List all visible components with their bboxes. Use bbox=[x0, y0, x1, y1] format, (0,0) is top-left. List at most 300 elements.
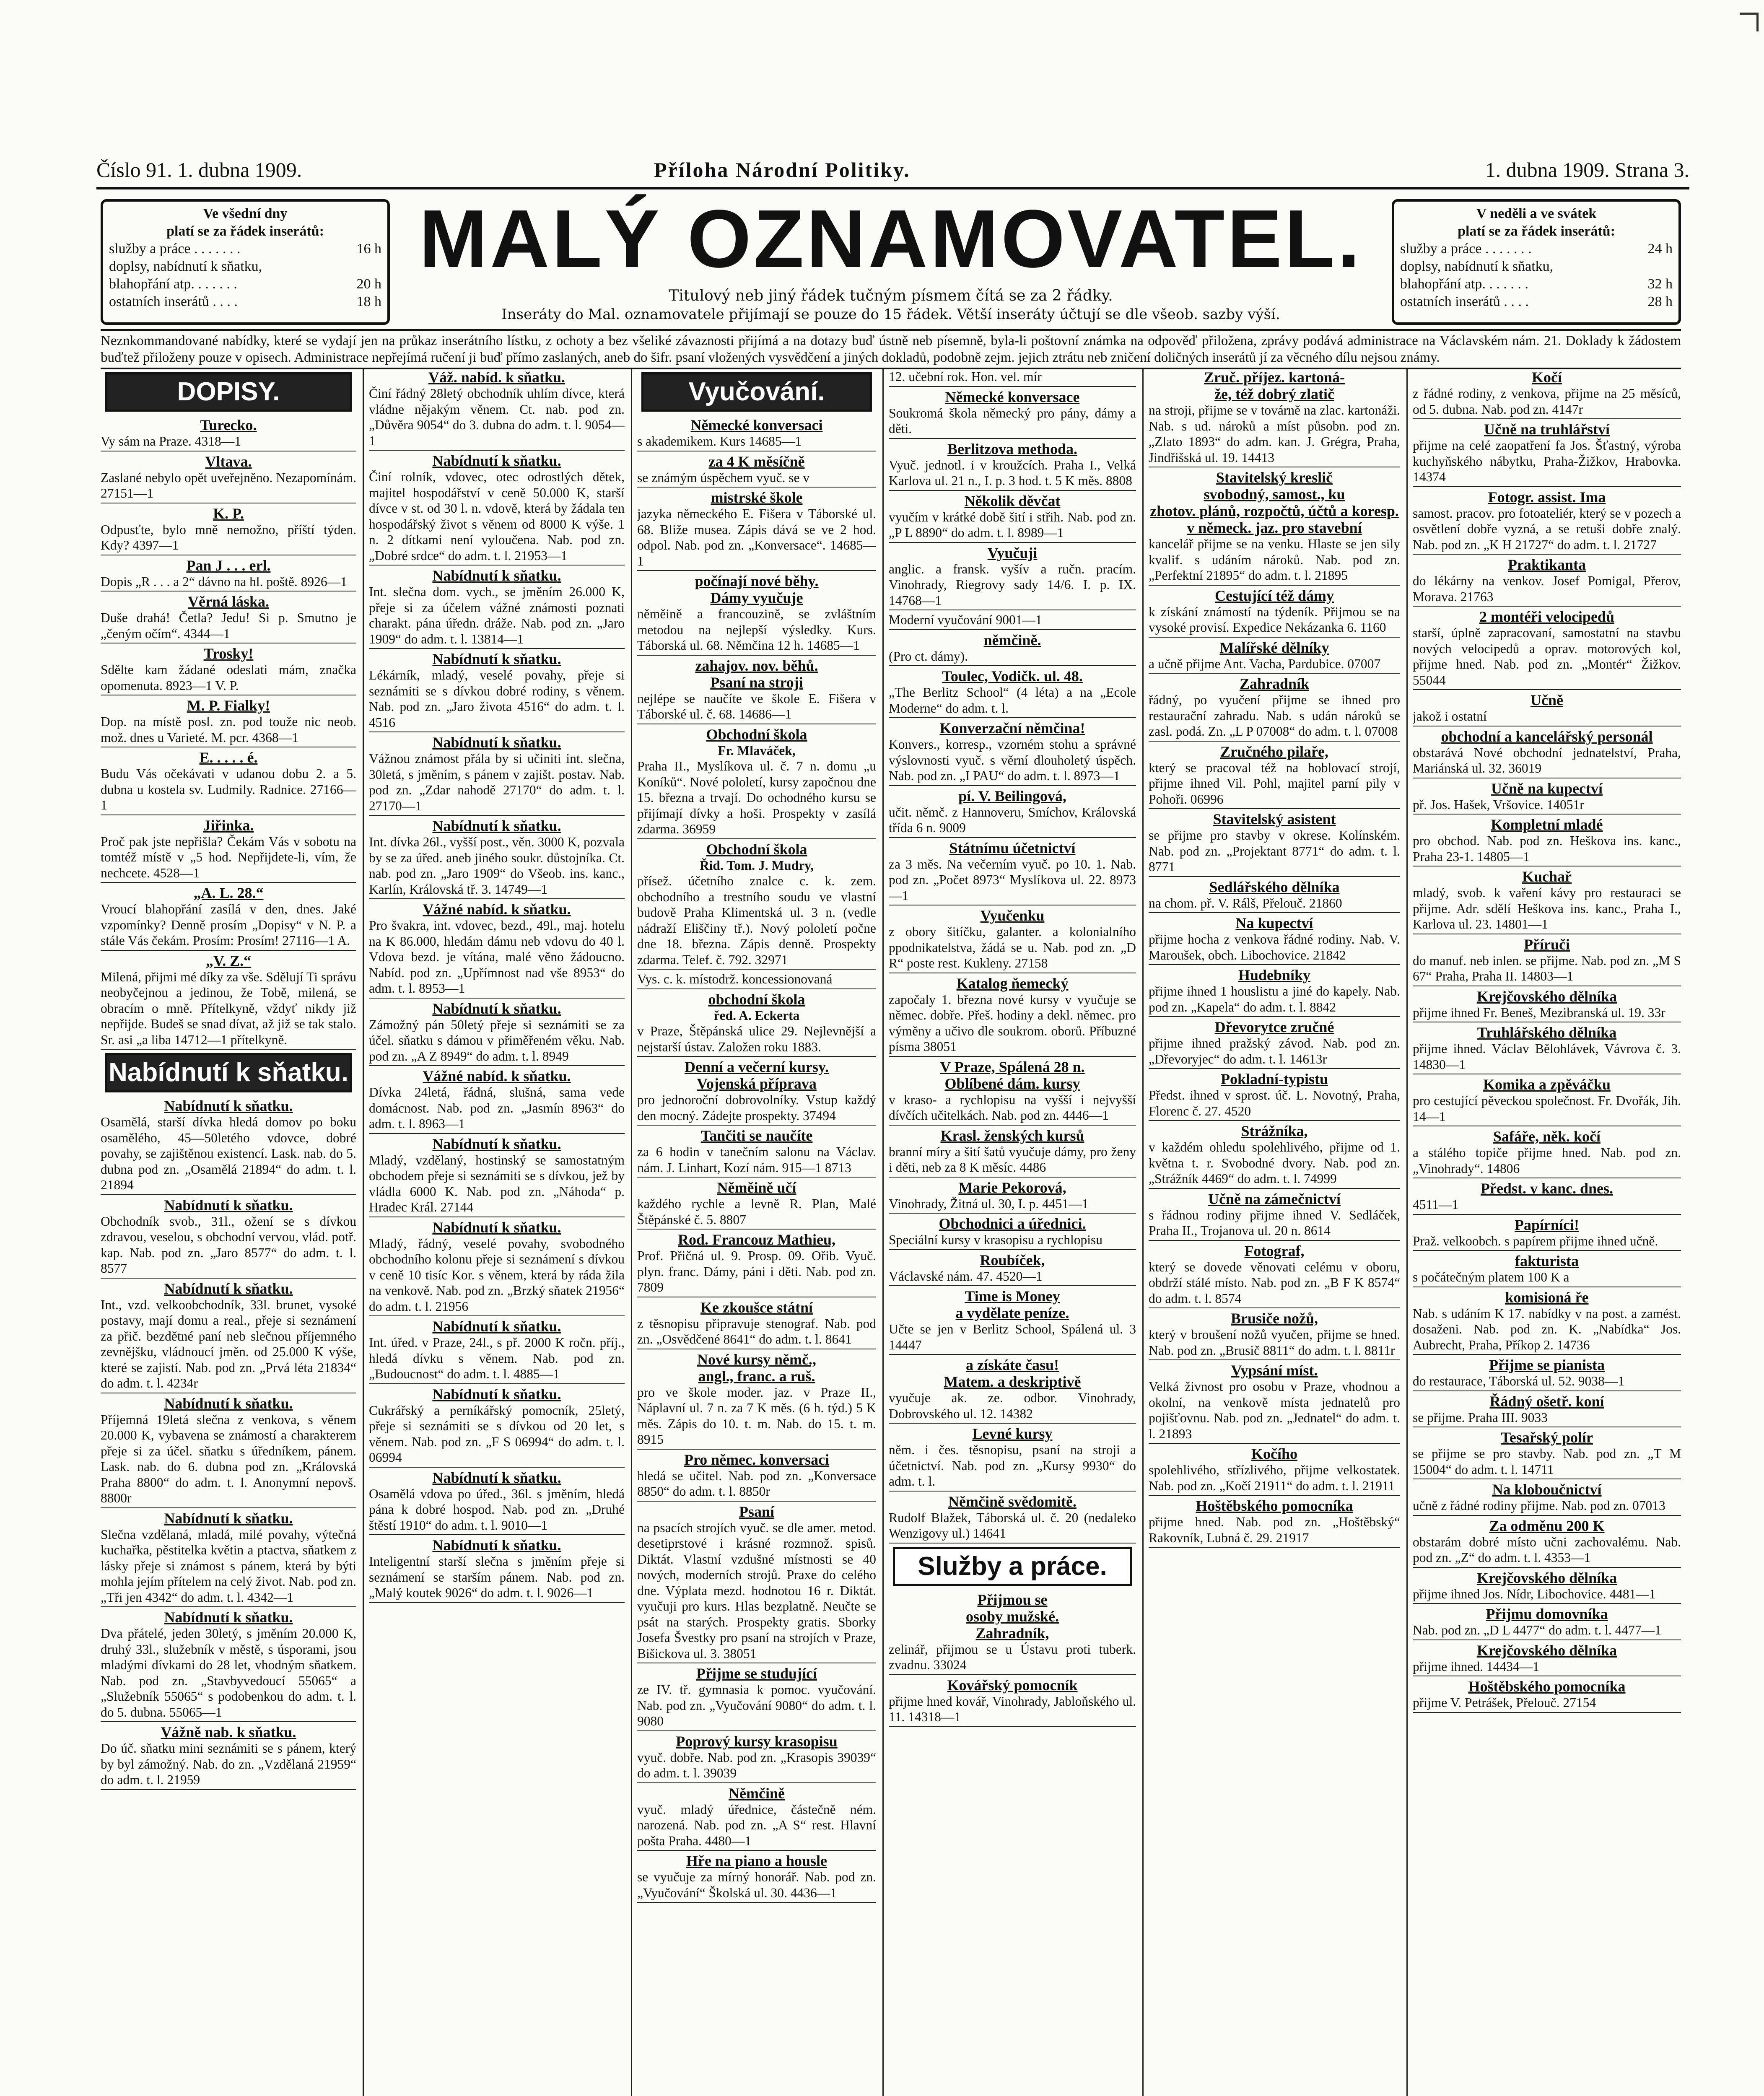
ad-headline: Levné kursy bbox=[972, 1425, 1053, 1442]
ad-text: obstarám dobré místo učni zachovalému. Nab. pod zn. „Z“ do adm. t. l. 4353—1 bbox=[1413, 1534, 1681, 1568]
ad-headline: Poprový kursy krasopisu bbox=[676, 1733, 838, 1750]
ad-headline: zahajov. nov. běhů. bbox=[695, 657, 818, 674]
ad-text: započaly 1. března nové kursy v vyučuje se němec. dobře. Přeš. hodiny a dekl. němec. pro výměny a učivo dle soukrom. oborů. Příbuzné písma 38051 bbox=[889, 992, 1136, 1057]
ad-headline: Přijme se studující bbox=[696, 1665, 817, 1682]
ad-text: k získání známostí na týdeník. Přijmou se na vysoké provisí. Expedice Nekázanka 6. 1160 bbox=[1149, 604, 1400, 638]
ad-headline: Nabídnutí k sňatku. bbox=[432, 452, 561, 469]
ad-headline: zhotov. plánů, rozpočtů, účtů a koresp. v německ. jaz. pro stavební bbox=[1150, 503, 1399, 536]
ad-text: každého rychle a levně R. Plan, Malé Štěpánské č. 5. 8807 bbox=[637, 1196, 876, 1230]
ad-text: přijme na celé zaopatření fa Jos. Šťastný, výroba kuchyňského nábytku, Praha-Žižkov, Hrabovka. 14374 bbox=[1413, 438, 1681, 487]
ad-text: přijme ihned Fr. Beneš, Mezibranská ul. 19. 33r bbox=[1413, 1005, 1681, 1023]
ad-text: Dop. na místě posl. zn. pod touže nic neob. mož. dnes u Varieté. M. pcr. 4368—1 bbox=[101, 714, 356, 747]
ad-text: Inteligentní starší slečna s jměním přeje si seznámení se starším pánem. Nab. pod zn. „Malý koutek 9026“ do adm. t. l. 9026—1 bbox=[369, 1554, 625, 1603]
ad-text: Osamělá, starší dívka hledá domov po boku osamělého, 45—50letého vdovce, dobré povahy, se zajištěnou existencí. Lask. nab. do 5. dubna pod zn. „Osamělá 21894“ do adm. t. l. 21894 bbox=[101, 1114, 356, 1195]
ad-headline: angl., franc. a ruš. bbox=[698, 1367, 815, 1385]
ad-headline: Katalog ňemecký bbox=[956, 975, 1069, 992]
ad-headline: Němčině svědomitě. bbox=[948, 1493, 1077, 1510]
column-rule bbox=[882, 369, 884, 2096]
ad-headline: Nabídnutí k sňatku. bbox=[432, 567, 561, 584]
ad-text: nejlépe se naučíte ve škole E. Fišera v Táborské ul. č. 68. 14686—1 bbox=[637, 691, 876, 724]
ad-text: Prof. Přičná ul. 9. Prosp. 09. Ořib. Vyuč. plyn. franc. Dámy, páni i děti. Nab. pod zn. 7809 bbox=[637, 1248, 876, 1297]
ad-text: samost. pracov. pro fotoateliér, který se v pozech a osvětlení dobře vyzná, a se retuši dobře znalý. Nab. pod zn. „K H 21727“ do adm. t. l. 21727 bbox=[1413, 506, 1681, 555]
ad-subheadline: Řid. Tom. J. Mudry, bbox=[699, 858, 814, 873]
rate-row: ostatních inserátů . . . . 28 h bbox=[1400, 294, 1673, 309]
ad-headline: Turecko. bbox=[200, 417, 257, 433]
ad-headline: Denní a večerní kursy. bbox=[684, 1058, 829, 1075]
ad-headline: Kovářský pomocník bbox=[947, 1676, 1078, 1694]
ad-text: do manuf. neb inlen. se přijme. Nab. pod zn. „M S 67“ Praha, Praha II. 14803—1 bbox=[1413, 953, 1681, 986]
ad-headline: Papírníci! bbox=[1515, 1216, 1579, 1233]
ad-text: branní míry a šití šatů vyučuje dámy, pro ženy i děti, neb za 8 K měsíc. 4486 bbox=[889, 1144, 1136, 1178]
ad-headline: osoby mužské. bbox=[965, 1608, 1059, 1625]
ad-headline: Oblíbené dám. kursy bbox=[944, 1075, 1080, 1092]
ad-text: se vyučuje za mírný honorář. Nab. pod zn. „Vyučování“ Školská ul. 30. 4436—1 bbox=[637, 1869, 876, 1903]
ad-text: Dopis „R . . . a 2“ dávno na hl. poště. 8926—1 bbox=[101, 574, 356, 592]
column bbox=[101, 369, 356, 2096]
section-heading-block: Služby a práce. bbox=[893, 1547, 1132, 1586]
ad-headline: Nabídnutí k sňatku. bbox=[432, 651, 561, 667]
ad-text: Činí řádný 28letý obchodník uhlím dívce, která vládne nějakým věnem. Ct. nab. pod zn. „Důvěra 9054“ do 3. dubna do adm. t. l. 9054—1 bbox=[369, 386, 625, 451]
ad-text: Zámožný pán 50letý přeje si seznámiti se za účel. sňatku s dámou v přiměřeném věku. Nab. pod zn. „A Z 8949“ do adm. t. l. 8949 bbox=[369, 1017, 625, 1066]
ad-text: Václavské nám. 47. 4520—1 bbox=[889, 1268, 1136, 1287]
ad-text: Int. slečna dom. vych., se jměním 26.000 K, přeje si za účelem vážné známosti poznati charakt. pána úředn. dráže. Nab. pod zn. „Jaro 1909“ do adm. t. l. 13814—1 bbox=[369, 584, 625, 649]
ad-headline: Pokladní-typistu bbox=[1220, 1071, 1328, 1087]
weekday-rates-title: Ve všední dny bbox=[203, 206, 288, 221]
ad-text: za 3 měs. Na večerním vyuč. po 10. 1. Nab. pod zn. „Počet 8973“ Myslíkova ul. 22. 8973—1 bbox=[889, 856, 1136, 906]
ad-text: Mladý, řádný, veselé povahy, svobodného obchodního kolonu přeje si seznámení s dívkou v ceně 10 tisíc Kor. s věnem, která by ráda žila na venkově. Nab. pod zn. „Brzký sňatek 21956“ do adm. t. l. 21956 bbox=[369, 1236, 625, 1317]
ad-text: Učte se jen v Berlitz School, Spálená ul. 3 14447 bbox=[889, 1321, 1136, 1355]
masthead bbox=[402, 193, 1379, 323]
ad-subheadline: Fr. Mlaváček, bbox=[718, 743, 796, 758]
ad-text: přijme ihned pražský závod. Nab. pod zn. „Dřevoryjec“ do adm. t. l. 14613r bbox=[1149, 1035, 1400, 1069]
ad-headline: Nabídnutí k sňatku. bbox=[432, 1537, 561, 1554]
ad-headline: komisioná ře bbox=[1505, 1289, 1589, 1306]
ad-text: Do úč. sňatku mini seznámiti se s pánem, který by byl zámožný. Nab. do zn. „Vzdělaná 21959“ do adm. t. l. 21959 bbox=[101, 1741, 356, 1790]
ad-text: Int. úřed. v Praze, 24l., s př. 2000 K ročn. příj., hledá dívku s věnem. Nab. pod zn. „Budoucnost“ do adm. t. l. 4885—1 bbox=[369, 1335, 625, 1384]
ad-text: přísež. účetního znalce c. k. zem. obchodního a trestního soudu ve vlastní budově Praha Klimentská ul. 3 n. (vedle nádraží Eliščiny tř.). Nový pololetí počne dne 18. března. Zápis denně. Prospekty zdarma. Telef. č. 792. 32971 bbox=[637, 873, 876, 970]
ad-headline: Předst. v kanc. dnes. bbox=[1480, 1180, 1614, 1197]
ad-text: spolehlivého, střízlivého, přijme velkostatek. Nab. pod zn. „Kočí 21911“ do adm. t. l. 21911 bbox=[1149, 1462, 1400, 1496]
ad-headline: Kuchař bbox=[1522, 868, 1572, 885]
ad-text: přijme ihned. 14434—1 bbox=[1413, 1659, 1681, 1677]
ad-text: obstarává Nové obchodní jednatelství, Praha, Mariánská ul. 32. 36019 bbox=[1413, 745, 1681, 778]
ad-headline: Vltava. bbox=[205, 453, 252, 470]
ad-text: Cukrářský a perníkářský pomocník, 25letý, přeje si seznámiti se s dívkou od 20 let, s věnem. Nab. pod zn. „F S 06994“ do adm. t. l. 06994 bbox=[369, 1403, 625, 1468]
ad-text: Nab. pod zn. „D L 4477“ do adm. t. l. 4477—1 bbox=[1413, 1622, 1681, 1640]
page-corner-mark bbox=[1740, 13, 1759, 31]
ad-headline: Hře na piano a housle bbox=[686, 1852, 828, 1869]
ad-headline: Zahradník, bbox=[975, 1624, 1049, 1642]
ad-text: anglic. a fransk. vyšív a ručn. pracím. Vinohrady, Riegrovy sady 14/6. I. p. IX. 14768—1 bbox=[889, 561, 1136, 611]
ad-headline: Trosky! bbox=[203, 645, 254, 662]
ad-headline: Vyučenku bbox=[980, 907, 1045, 924]
ad-text: Vroucí blahopřání zasílá v den, dnes. Jaké vzpomínky? Denně prosím „Dopisy“ v N. P. a stále Vás čekám. Prosím: Prosím! 27116—1 A. bbox=[101, 901, 356, 951]
ad-text: Praž. velkoobch. s papírem přijme ihned učně. bbox=[1413, 1233, 1681, 1251]
ad-headline: Cestující též dámy bbox=[1215, 587, 1334, 604]
ad-text: (Pro ct. dámy). bbox=[889, 649, 1136, 667]
ad-headline: Truhlářského dělníka bbox=[1477, 1024, 1617, 1041]
ad-headline: Pro němec. konversaci bbox=[684, 1451, 830, 1468]
ad-text: Příjemná 19letá slečna z venkova, s věnem 20.000 K, vybavena se známostí a charakterem přeje si za účel. sňatku s úředníkem, pánem. Lask. nab. do 6. dubna pod zn. „Královská Praha 8800“ do adm. t. l. Anonymní nepovš. 8800r bbox=[101, 1412, 356, 1508]
ad-headline: Komika a zpěváčku bbox=[1483, 1076, 1611, 1093]
ad-text: jazyka německého E. Fišera v Táborské ul. 68. Bliže musea. Zápis dává se ve 2 hod. odpol. Nab. pod zn. „Konversace“. 14685—1 bbox=[637, 506, 876, 571]
ad-headline: Učně na kupectví bbox=[1491, 780, 1603, 797]
ad-headline: Obchodní škola bbox=[706, 840, 807, 858]
ad-headline: Něměině učí bbox=[717, 1179, 796, 1196]
ad-headline: Berlitzova methoda. bbox=[947, 440, 1077, 457]
rate-row: doplsy, nabídnutí k sňatku, bbox=[109, 259, 262, 274]
ad-headline: Váž. nabíd. k sňatku. bbox=[428, 369, 566, 386]
ad-headline: 2 montéři velocipedů bbox=[1479, 608, 1614, 625]
ad-text: pro ve škole moder. jaz. v Praze II., Náplavní ul. 7 n. za 7 K měs. (6 h. týd.) 5 K měs. Zápis do 10. t. m. Nab. do 15. t. m. 8915 bbox=[637, 1385, 876, 1450]
ad-headline: Příruči bbox=[1524, 936, 1570, 953]
issue-number-date: Číslo 91. 1. dubna 1909. bbox=[96, 158, 302, 182]
ad-text: něm. i čes. těsnopisu, psaní na stroji a účetnictví. Nab. pod zn. „Kursy 9930“ do adm. t. l. bbox=[889, 1442, 1136, 1492]
ad-text: Nab. s udáním K 17. nabídky v na post. a zamést. dosaženi. Nab. pod zn. K. „Nabídka“ Jos. Aubrecht, Praha, Příkop 2. 14736 bbox=[1413, 1306, 1681, 1355]
ad-headline: obchodní a kancelářský personál bbox=[1441, 728, 1653, 745]
ad-text: na chom. př. V. Rálš, Přelouč. 21860 bbox=[1149, 895, 1400, 913]
ad-text: 4511—1 bbox=[1413, 1197, 1681, 1215]
ad-text: pro jednoroční dobrovolníky. Vstup každý den mocný. Zádejte prospekty. 37494 bbox=[637, 1092, 876, 1126]
ad-text: Rudolf Blažek, Táborská ul. č. 20 (nedaleko Wenzigovy ul.) 14641 bbox=[889, 1510, 1136, 1543]
ad-headline: Stavitelský kreslič bbox=[1216, 469, 1333, 486]
ad-text: z řádné rodiny, z venkova, přijme na 25 měsíců, od 5. dubna. Nab. pod zn. 4147r bbox=[1413, 386, 1681, 419]
ad-headline: Nabídnutí k sňatku. bbox=[432, 1385, 561, 1403]
ad-headline: Rod. Francouz Mathieu, bbox=[678, 1231, 835, 1248]
sunday-rates-title: V neděli a ve svátek bbox=[1476, 206, 1597, 221]
column bbox=[637, 369, 876, 2096]
ad-text: starší, úplně zapracovaní, samostatní na stavbu nových velocipedů a oprav. motorových kol, přijme hned. Nab. pod zn. „Montér“ Žižkov. 55044 bbox=[1413, 625, 1681, 690]
ad-text: Dívka 24letá, řádná, slušná, sama vede domácnost. Nab. pod zn. „Jasmín 8963“ do adm. t. l. 8963—1 bbox=[369, 1084, 625, 1134]
ad-headline: K. P. bbox=[213, 505, 244, 522]
ad-text: Moderní vyučování 9001—1 bbox=[889, 612, 1136, 630]
ad-headline: obchodní škola bbox=[708, 991, 805, 1008]
ad-headline: Vážně nab. k sňatku. bbox=[161, 1724, 296, 1741]
rate-row: doplsy, nabídnutí k sňatku, bbox=[1400, 259, 1554, 274]
ad-headline: Matem. a deskriptivě bbox=[944, 1373, 1081, 1390]
ad-headline: Nabídnutí k sňatku. bbox=[432, 1000, 561, 1017]
ad-headline: Nabídnutí k sňatku. bbox=[164, 1609, 293, 1626]
ad-headline: Státnímu účetnictví bbox=[949, 839, 1076, 856]
ad-text: vyuč. mladý úřednice, částečně ném. narozená. Nab. pod zn. „A S“ rest. Hlavní pošta Praha. 4480—1 bbox=[637, 1802, 876, 1851]
ad-text: Int., vzd. velkoobchodník, 33l. brunet, vysoké postavy, mají domu a real., přeje si seznámení za přič. bezdětné paní neb slečnou příjemného zevnějšku, vládnoucí jměn. od 25.000 K výše, které se zajistí. Nab. pod zn. „Prvá léta 21834“ do adm. t. l. 4234r bbox=[101, 1297, 356, 1393]
ad-headline: Nové kursy němč., bbox=[697, 1351, 816, 1368]
ad-headline: Německé konversaci bbox=[690, 417, 823, 433]
ad-headline: Kompletní mladé bbox=[1491, 816, 1603, 833]
ad-text: Milená, přijmi mé díky za vše. Sdělují Ti správu neobyčejnou a jedinou, že Tobě, milená, se obracím o mně. Přítelkyně, vždyť nikdy již nepřijde. Budeš se snad dívat, až již se tak stalo. Sr. asi „a liba 14712—1 přítelkyně. bbox=[101, 969, 356, 1050]
ad-text: do lékárny na venkov. Josef Pomigal, Přerov, Morava. 21763 bbox=[1413, 573, 1681, 607]
ad-headline: Strážníka, bbox=[1241, 1123, 1308, 1139]
ad-headline: Pan J . . . erl. bbox=[186, 557, 271, 574]
ad-headline: Několik děvčat bbox=[964, 492, 1061, 509]
ad-headline: Ke zkoušce státní bbox=[700, 1299, 813, 1316]
section-heading-block: Vyučování. bbox=[641, 372, 872, 412]
ad-headline: Marie Pekorová, bbox=[958, 1179, 1066, 1196]
ad-headline: Nabídnutí k sňatku. bbox=[164, 1097, 293, 1114]
ad-text: učně z řádné rodiny přijme. Nab. pod zn. 07013 bbox=[1413, 1498, 1681, 1516]
ad-text: přijme hned kovář, Vinohrady, Jabloňského ul. 11. 14318—1 bbox=[889, 1694, 1136, 1727]
weekday-rates-box bbox=[101, 199, 390, 325]
ad-headline: Hudebníky bbox=[1238, 967, 1311, 983]
ad-headline: Nabídnutí k sňatku. bbox=[164, 1395, 293, 1412]
ad-text: a učně přijme Ant. Vacha, Pardubice. 07007 bbox=[1149, 656, 1400, 674]
ad-headline: fakturista bbox=[1515, 1253, 1579, 1269]
ad-text: Vážnou známost přála by si učiniti int. slečna, 30letá, s jměním, s pánem v zajišt. postav. Nab. pod zn. „Zdar nahodě 27170“ do adm. t. l. 27170—1 bbox=[369, 751, 625, 816]
ad-headline: Psaní na stroji bbox=[710, 674, 803, 691]
ad-text: z obory šitíčku, galanter. a kolonialního ppodnikatelstva, žádá se u. Nab. pod zn. „D R“ poste rest. Kukleny. 27158 bbox=[889, 924, 1136, 973]
ad-text: Dva přátelé, jeden 30letý, s jměním 20.000 K, druhý 33l., služebník v městě, s úsporami, jsou mladými dívkami do 28 let, vhodným sňatkem. Nab. pod zn. „Stavbyvedoucí 55065“ a „Služebník 55065“ s podobenkou do adm. t. l. do 5. dubna. 55065—1 bbox=[101, 1626, 356, 1722]
ad-headline: Vážné nabíd. k sňatku. bbox=[423, 1068, 571, 1084]
ad-text: za 6 hodin v tanečním salonu na Václav. nám. J. Linhart, Kozí nám. 915—1 8713 bbox=[637, 1144, 876, 1178]
masthead-subtitle: Titulový neb jiný řádek tučným písmem čítá se za 2 řádky. bbox=[669, 287, 1113, 304]
ad-headline: Nabídnutí k sňatku. bbox=[164, 1510, 293, 1527]
ad-text: Předst. ihned v sprost. úč. L. Novotný, Praha, Florenc č. 27. 4520 bbox=[1149, 1087, 1400, 1121]
ad-headline: Zruč. příjez. kartoná- bbox=[1204, 369, 1345, 386]
ad-headline: Zahradník bbox=[1239, 675, 1310, 692]
ad-text: Budu Vás očekávati v udanou dobu 2. a 5. dubna u kostela sv. Ludmily. Radnice. 27166—1 bbox=[101, 766, 356, 815]
ad-headline: Nabídnutí k sňatku. bbox=[432, 734, 561, 751]
ad-headline: Jiřinka. bbox=[203, 817, 254, 834]
ad-headline: Obchodnici a úřednici. bbox=[939, 1215, 1086, 1232]
ad-headline: Přijmu domovníka bbox=[1486, 1606, 1608, 1622]
ad-text: ze IV. tř. gymnasia k pomoc. vyučování. Nab. pod zn. „Vyučování 9080“ do adm. t. l. 9080 bbox=[637, 1682, 876, 1731]
masthead-title: MALÝ OZNAMOVATEL. bbox=[419, 193, 1363, 285]
ad-text: a stálého topiče přijme hned. Nab. pod zn. „Vinohrady“. 14806 bbox=[1413, 1145, 1681, 1178]
rate-row: ostatních inserátů . . . . 18 h bbox=[109, 294, 381, 309]
ad-text: Sdělte kam žádané odeslati mám, značka opomenuta. 8923—1 V. P. bbox=[101, 662, 356, 695]
ad-text: s počátečným platem 100 K a bbox=[1413, 1269, 1681, 1287]
ad-headline: Kočího bbox=[1251, 1445, 1297, 1462]
column bbox=[369, 369, 625, 2096]
ad-text: na psacích strojích vyuč. se dle amer. metod. desetiprstové i krásné rozmnož. spisů. Diktát. Vlastní vzdušné místnosti se 40 nových, moderních strojů. Praxe do celého dne. Výplata mezd. hodnotou 16 r. Diktát. vyučuji pro kurs. Hlas bezplatně. Neučte se psát na starých. Prospekty gratis. Sborky Josefa Švestky pro psaní na strojích v Praze, Bišickova ul. 3. 38051 bbox=[637, 1520, 876, 1664]
column-rule bbox=[1142, 369, 1144, 2096]
ad-headline: Dřevorytce zručné bbox=[1214, 1019, 1334, 1035]
rate-row: služby a práce . . . . . . . 16 h bbox=[109, 241, 381, 257]
ad-headline: za 4 K měsíčně bbox=[708, 453, 805, 470]
ad-headline: Toulec, Vodičk. ul. 48. bbox=[942, 668, 1083, 685]
ad-text: přijme V. Petrášek, Přelouč. 27154 bbox=[1413, 1695, 1681, 1713]
ad-text: Konvers., korresp., vzorném stohu a správné výslovnosti vyuč. s věrní dlouholetý úspěch. Nab. pod zn. „I PAU“ do adm. t. l. 8973—1 bbox=[889, 737, 1136, 786]
ad-text: řádný, po vyučení přijme se ihned pro restaurační zahradu. Nab. s udán nároků se zasl. podá. Zn. „L P 07008“ do adm. t. l. 07008 bbox=[1149, 692, 1400, 742]
weekday-rates-subtitle: platí se za řádek inserátů: bbox=[166, 223, 324, 239]
ad-headline: němčině. bbox=[983, 631, 1041, 649]
ad-text: přijme ihned Jos. Nídr, Libochovice. 4481—1 bbox=[1413, 1586, 1681, 1604]
page-date-number: 1. dubna 1909. Strana 3. bbox=[1485, 158, 1689, 182]
ad-headline: Praktikanta bbox=[1507, 556, 1586, 573]
ad-headline: Učně bbox=[1531, 692, 1563, 708]
ad-text: 12. učební rok. Hon. vel. mír bbox=[889, 369, 1136, 387]
ad-headline: pí. V. Beilingová, bbox=[958, 787, 1066, 804]
rate-row: blahopřání atp. . . . . . . 32 h bbox=[1400, 276, 1673, 292]
ad-headline: mistrské škole bbox=[711, 489, 803, 506]
ad-text: Zaslané nebylo opět uveřejněno. Nezapomínám. 27151—1 bbox=[101, 470, 356, 503]
ad-text: pro obchod. Nab. pod zn. Heškova ins. kanc., Praha 23-1. 14805—1 bbox=[1413, 833, 1681, 866]
ad-headline: Nabídnutí k sňatku. bbox=[432, 1469, 561, 1486]
rate-row: služby a práce . . . . . . . 24 h bbox=[1400, 241, 1673, 257]
ad-headline: Zručného pilaře, bbox=[1220, 743, 1328, 760]
ad-headline: Na kupectví bbox=[1235, 915, 1313, 931]
ad-text: Vyuč. jednotl. i v kroužcích. Praha I., Velká Karlova ul. 21 n., I. p. 3 hod. t. 5 K měs. 8808 bbox=[889, 457, 1136, 491]
masthead-note: Inseráty do Mal. oznamovatele přijímají se pouze do 15 řádek. Větší inseráty účtují se dle všeob. sazby výší. bbox=[501, 306, 1280, 323]
ad-text: Proč pak jste nepřišla? Čekám Vás v sobotu na tomtéž místě v „5 hod. Nepřijdete-li, vím, že nechcete. 4528—1 bbox=[101, 834, 356, 883]
ad-headline: M. P. Fialky! bbox=[187, 697, 270, 714]
ad-text: Slečna vzdělaná, mladá, milé povahy, výtečná kuchařka, pěstitelka květin a ptactva, sňatkem z lásky přeje si známost s pánem, která by býti mohla jejím přítelem na celý život. Nab. pod zn. „Tři jen 4342“ do adm. t. l. 4342—1 bbox=[101, 1527, 356, 1608]
ad-text: se známým úspěchem vyuč. se v bbox=[637, 470, 876, 488]
ad-text: Lékárník, mladý, veselé povahy, přeje si seznámiti se s dívkou dobré rodiny, s věnem. Nab. pod zn. „Jaro života 4516“ do adm. t. l. 4516 bbox=[369, 667, 625, 732]
ad-headline: Tesařský polír bbox=[1501, 1429, 1593, 1446]
ad-text: učit. němč. z Hannoveru, Smíchov, Královská třída 6 n. 9009 bbox=[889, 804, 1136, 838]
sunday-rates-box bbox=[1392, 199, 1681, 325]
ad-text: s akademikem. Kurs 14685—1 bbox=[637, 433, 876, 451]
ad-headline: „V. Z.“ bbox=[205, 952, 252, 969]
ad-headline: Věrná láska. bbox=[187, 593, 269, 610]
ad-text: Pro švakra, int. vdovec, bezd., 49l., maj. hotelu na K 86.000, hledám dámu neb vdovu do 40 l. Vdova bezd. je vítána, malé věno žádoucno. Nabíd. pod zn. „Upřímnost nad vše 8953“ do adm. t. l. 8953—1 bbox=[369, 918, 625, 999]
ad-text: vyuč. dobře. Nab. pod zn. „Krasopis 39039“ do adm. t. l. 39039 bbox=[637, 1750, 876, 1783]
ad-text: hledá se učitel. Nab. pod zn. „Konversace 8850“ do adm. t. l. 8850r bbox=[637, 1468, 876, 1502]
header-rule bbox=[96, 187, 1689, 189]
ad-headline: Psaní bbox=[739, 1503, 775, 1520]
ad-text: Praha II., Myslíkova ul. č. 7 n. domu „u Koníků“. Nové pololetí, kursy započnou dne 15. března a trvají. Do ochodného kursu se přijímají dívky a hoši. Prospekty v zasílá zdarma. 36959 bbox=[637, 758, 876, 839]
ad-headline: Fotogr. assist. Ima bbox=[1488, 488, 1606, 506]
column bbox=[1149, 369, 1400, 2096]
ad-headline: Učně na truhlářství bbox=[1484, 421, 1610, 438]
ad-text: mladý, svob. k vaření kávy pro restauraci se přijme. Adr. sdělí Heškova ins. kanc., Praha I., Karlova ul. 23. 14801—1 bbox=[1413, 885, 1681, 934]
ad-text: Int. dívka 26l., vyšší post., věn. 3000 K, pozvala by se za úřed. aneb jiného soukr. důstojníka. Ct. nab. pod zn. „Jaro 1909“ do Všeob. ins. kanc., Karlín, Královská tř. 3. 14749—1 bbox=[369, 834, 625, 899]
ad-headline: že, též dobrý zlatič bbox=[1214, 386, 1334, 402]
ad-text: Vinohrady, Žitná ul. 30, I. p. 4451—1 bbox=[889, 1196, 1136, 1214]
ad-text: se přijme se pro stavby. Nab. pod zn. „T M 15004“ do adm. t. l. 14711 bbox=[1413, 1446, 1681, 1479]
ad-text: se přijme. Praha III. 9033 bbox=[1413, 1410, 1681, 1428]
ad-headline: Safáře, něk. kočí bbox=[1493, 1128, 1601, 1145]
ad-text: do restaurace, Táborská ul. 52. 9038—1 bbox=[1413, 1373, 1681, 1391]
ad-text: Duše drahá! Četla? Jedu! Si p. Smutno je „čeným očím“. 4344—1 bbox=[101, 610, 356, 643]
ad-text: kancelář přijme se na venku. Hlaste se jen sily kvalif. s udáním nároků. Nab. pod zn. „Perfektní 21895“ do adm. t. l. 21895 bbox=[1149, 536, 1400, 586]
ad-headline: Konverzační němčina! bbox=[939, 720, 1085, 737]
ad-headline: Nabídnutí k sňatku. bbox=[164, 1196, 293, 1214]
ad-headline: Vyučuji bbox=[987, 544, 1038, 561]
ad-headline: Vážné nabíd. k sňatku. bbox=[423, 901, 571, 918]
ad-text: s řádnou rodiny přijme ihned V. Sedláček, Praha II., Trojanova ul. 20 n. 8614 bbox=[1149, 1207, 1400, 1241]
ad-text: Vys. c. k. místodrž. koncessionovaná bbox=[637, 971, 876, 989]
ad-text: který v broušení nožů vyučen, přijme se hned. Nab. pod zn. „Brusič 8811“ do adm. t. l. 8811r bbox=[1149, 1327, 1400, 1360]
ad-text: př. Jos. Hašek, Vršovice. 14051r bbox=[1413, 797, 1681, 815]
ad-headline: a získáte času! bbox=[966, 1357, 1059, 1373]
ad-text: Speciální kursy v krasopisu a rychlopisu bbox=[889, 1232, 1136, 1250]
ad-headline: svobodný, samost., ku bbox=[1204, 486, 1345, 503]
ad-text: v Praze, Štěpánská ulice 29. Nejlevnější a nejstarší ústav. Založen roku 1883. bbox=[637, 1023, 876, 1057]
ad-text: Činí rolník, vdovec, otec odrostlých dětek, majitel hospodářství v ceně 50.000 K, starší dívce v st. od 30 l. n. vdově, která by žádala ten hospodářský život s věnem od 8000 K výše. 1 n. 2 dítkami není vyloučena. Nab. pod zn. „Dobré srdce“ do adm. t. l. 21953—1 bbox=[369, 469, 625, 566]
supplement-title: Příloha Národní Politiky. bbox=[654, 158, 911, 182]
ad-headline: Time is Money bbox=[965, 1288, 1060, 1305]
ad-subheadline: řed. A. Eckerta bbox=[713, 1008, 800, 1023]
ad-text: Mladý, vzdělaný, hostinský se samostatným obchodem přeje si seznámiti se s dívkou, jež by vládla 6000 K. Nab. pod zn. „Náhoda“ p. Hradec Král. 27144 bbox=[369, 1152, 625, 1217]
ad-headline: E. . . . . é. bbox=[199, 749, 258, 766]
sunday-rates-subtitle: platí se za řádek inserátů: bbox=[1458, 223, 1615, 239]
ad-headline: Fotograf, bbox=[1244, 1242, 1305, 1259]
ad-text: v každém ohledu spolehlivého, přijme od 1. května t. r. Svobodné dvory. Nab. pod zn. „Strážník 4469“ do adm. t. l. 74999 bbox=[1149, 1139, 1400, 1189]
ad-headline: Sedlářského dělníka bbox=[1209, 878, 1340, 895]
ad-text: Odpusťte, bylo mně nemožno, příští týden. Kdy? 4397—1 bbox=[101, 522, 356, 555]
ad-text: z těsnopisu připravuje stenograf. Nab. pod zn. „Osvědčené 8641“ do adm. t. l. 8641 bbox=[637, 1316, 876, 1349]
ad-headline: Hoštěbského pomocníka bbox=[1468, 1678, 1626, 1695]
ad-headline: Na kloboučnictví bbox=[1492, 1481, 1602, 1498]
ad-headline: Řádný ošetř. koní bbox=[1489, 1393, 1604, 1410]
column bbox=[889, 369, 1136, 2096]
ad-text: Vy sám na Praze. 4318—1 bbox=[101, 433, 356, 451]
ad-text: v kraso- a rychlopisu na vyšší i nejvyšší dívčích učitelkách. Nab. pod zn. 4446—1 bbox=[889, 1092, 1136, 1126]
ad-text: přijme ihned. Václav Bělohlávek, Vávrova č. 3. 14830—1 bbox=[1413, 1041, 1681, 1074]
ad-headline: počínají nové běhy. bbox=[695, 573, 819, 589]
ad-text: přijme hned. Nab. pod zn. „Hoštěbský“ Rakovník, Lubná č. 29. 21917 bbox=[1149, 1514, 1400, 1548]
column-rule bbox=[363, 369, 364, 2096]
ad-text: pro cestující pěveckou společnost. Fr. Dvořák, Jih. 14—1 bbox=[1413, 1093, 1681, 1126]
ad-text: Soukromá škola německý pro pány, dámy a děti. bbox=[889, 405, 1136, 439]
column-rule bbox=[1406, 369, 1408, 2096]
ad-headline: Přijme se pianista bbox=[1489, 1357, 1605, 1373]
ad-text: na stroji, přijme se v továrně na zlac. kartonáži. Nab. s ud. nároků a míst působn. pod zn. „Zlato 1893“ do adm. kan. J. Grégra, Praha, Jindřišská ul. 19. 14413 bbox=[1149, 402, 1400, 467]
ad-headline: Krasl. ženských kursů bbox=[940, 1127, 1084, 1144]
ad-headline: V Praze, Spálená 28 n. bbox=[940, 1058, 1085, 1075]
ad-text: přijme hocha z venkova řádné rodiny. Nab. V. Maroušek, obch. Libochovice. 21842 bbox=[1149, 931, 1400, 965]
ad-headline: Nabídnutí k sňatku. bbox=[432, 1135, 561, 1152]
ad-headline: Obchodní škola bbox=[706, 726, 807, 743]
classifieds-banner bbox=[101, 193, 1681, 375]
ad-text: zelinář, přijmou se u Ústavu proti tuberk. zvadnu. 33024 bbox=[889, 1642, 1136, 1675]
ad-headline: Vypsání míst. bbox=[1231, 1362, 1318, 1379]
ad-headline: Němčině bbox=[729, 1785, 785, 1802]
ad-headline: Nabídnutí k sňatku. bbox=[432, 1219, 561, 1236]
ad-headline: Tančiti se naučíte bbox=[700, 1127, 813, 1144]
ad-text: vyučím v krátké době šití i střih. Nab. pod zn. „P L 8890“ do adm. t. l. 8989—1 bbox=[889, 509, 1136, 543]
column-rule bbox=[631, 369, 632, 2096]
ad-text: Velká živnost pro osobu v Praze, vhodnou a okolní, na venkově místa jednatelů pro pojišťovnu. Nab. pod zn. „Jednatel“ do adm. t. l. 21893 bbox=[1149, 1379, 1400, 1444]
section-heading-block: DOPISY. bbox=[105, 372, 352, 412]
ad-text: Obchodník svob., 31l., ožení se s dívkou zdravou, veselou, s obchodní vervou, vlád. potř. kap. Nab. pod zn. „Jaro 8577“ do adm. t. l. 8577 bbox=[101, 1214, 356, 1279]
ad-text: vyučuje ak. ze. odbor. Vinohrady, Dobrovského ul. 12. 14382 bbox=[889, 1390, 1136, 1424]
ad-headline: Nabídnutí k sňatku. bbox=[432, 817, 561, 834]
ad-text: který se dovede věnovati celému v oboru, obdrží stálé místo. Nab. pod zn. „B F K 8574“ do adm. t. l. 8574 bbox=[1149, 1259, 1400, 1309]
ad-headline: „A. L. 28.“ bbox=[193, 885, 264, 901]
ad-text: „The Berlitz School“ (4 léta) a na „Ecole Moderne“ do adm. t. l. bbox=[889, 685, 1136, 718]
ad-headline: Brusiče nožů, bbox=[1230, 1310, 1318, 1327]
ad-text: se přijme pro stavby v okrese. Kolínském. Nab. pod zn. „Projektant 8771“ do adm. t. l. 8771 bbox=[1149, 828, 1400, 877]
administration-notice: Neznkommandované nabídky, které se vydají jen na průkaz inserátního lístku, z ochoty a bez všeliké závaznosti přijímá a na dotazy buď ústně neb písemně, byla-li poštovní známka na odpověď přiložena, zprávy podává administrace na Václavském nám. 21. Doklady k žádostem buďtež přiloženy pouze v opisech. Administrace nepřejímá ručení ji buď přímo zaslaných, aneb do šifr. psaní vložených vysvědčení a jiných dokladů, podobně zejm. jejich ztrátu neb zničení doličných inserátů jí za věcného dílu nejsou známy. bbox=[101, 329, 1681, 369]
ad-headline: Krejčovského dělníka bbox=[1476, 988, 1617, 1005]
ad-headline: Nabídnutí k sňatku. bbox=[164, 1280, 293, 1297]
ad-headline: Hoštěbského pomocníka bbox=[1196, 1497, 1353, 1514]
rate-row: blahopřání atp. . . . . . . 20 h bbox=[109, 276, 381, 292]
ad-headline: Dámy vyučuje bbox=[710, 589, 803, 606]
section-heading-block: Nabídnutí k sňatku. bbox=[105, 1053, 352, 1092]
ad-headline: Německé konversace bbox=[945, 388, 1080, 405]
ad-headline: Krejčovského dělníka bbox=[1476, 1569, 1617, 1586]
ad-headline: Učně na zámečnictví bbox=[1208, 1190, 1341, 1207]
ad-text: něměině a francouzině, se zvláštním metodou na nejlepší výsledky. Kurs. Táborská ul. 68. Němčina 12 h. 14685—1 bbox=[637, 606, 876, 656]
ad-headline: Roubíček, bbox=[980, 1251, 1045, 1268]
ad-headline: Nabídnutí k sňatku. bbox=[432, 1318, 561, 1335]
ad-headline: Za odměnu 200 K bbox=[1489, 1517, 1605, 1534]
ad-text: Osamělá vdova po úřed., 36l. s jměním, hledá pána k dobré hospod. Nab. pod zn. „Druhé štěstí 1910“ do adm. t. l. 9010—1 bbox=[369, 1486, 625, 1536]
ad-text: přijme ihned 1 houslistu a jiné do kapely. Nab. pod zn. „Kapela“ do adm. t. l. 8842 bbox=[1149, 983, 1400, 1017]
column bbox=[1413, 369, 1681, 2096]
ad-headline: Krejčovského dělníka bbox=[1476, 1642, 1617, 1659]
ad-headline: Přijmou se bbox=[977, 1591, 1048, 1608]
ad-headline: Stavitelský asistent bbox=[1213, 811, 1336, 828]
running-header bbox=[96, 158, 1689, 187]
ad-headline: Malířské dělníky bbox=[1219, 639, 1329, 656]
ad-headline: a vydělate peníze. bbox=[955, 1305, 1069, 1321]
ad-headline: Vojenská příprava bbox=[697, 1075, 817, 1092]
